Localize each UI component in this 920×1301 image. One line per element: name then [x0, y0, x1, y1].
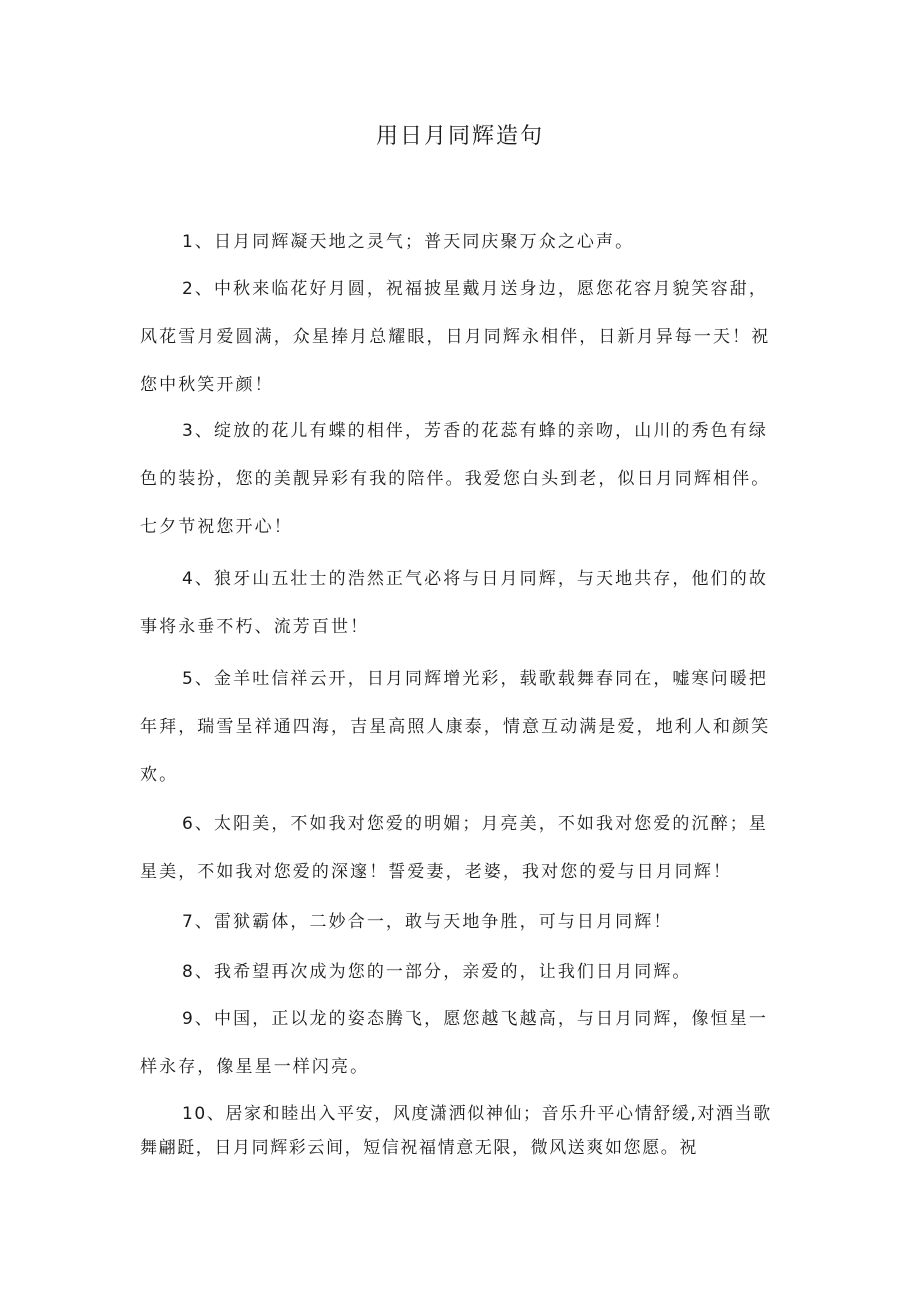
paragraph-7: 7、雷狱霸体，二妙合一，敢与天地争胜，可与日月同辉！	[182, 912, 673, 932]
paragraph-4: 4、狼牙山五壮士的浩然正气必将与日月同辉，与天地共存，他们的故事将永垂不朽、流芳百世！	[140, 569, 768, 637]
paragraph-8: 8、我希望再次成为您的一部分，亲爱的，让我们日月同辉。	[182, 962, 692, 982]
paragraph-2: 2、中秋来临花好月圆，祝福披星戴月送身边，愿您花容月貌笑容甜，风花雪月爱圆满，众星捧月总耀眼，日月同辉永相伴，日新月异每一天！祝您中秋笑开颜！	[140, 279, 771, 395]
paragraph-9: 9、中国，正以龙的姿态腾飞，愿您越飞越高，与日月同辉，像恒星一样永存，像星星一样闪亮。	[140, 1009, 768, 1077]
paragraph-3: 3、绽放的花儿有蝶的相伴，芳香的花蕊有蜂的亲吻，山川的秀色有绿色的装扮，您的美靓异彩有我的陪伴。我爱您白头到老，似日月同辉相伴。七夕节祝您开心！	[140, 421, 771, 537]
paragraph-6: 6、太阳美，不如我对您爱的明媚；月亮美，不如我对您爱的沉醉；星星美，不如我对您爱的深邃！誓爱妻，老婆，我对您的爱与日月同辉！	[140, 814, 768, 882]
document-title: 用日月同辉造句	[375, 124, 544, 149]
paragraph-1: 1、日月同辉凝天地之灵气；普天同庆聚万众之心声。	[182, 232, 635, 252]
paragraph-5: 5、金羊吐信祥云开，日月同辉增光彩，载歌载舞春同在，嘘寒问暖把年拜，瑞雪呈祥通四海，吉星高照人康泰，情意互动满是爱，地利人和颜笑欢。	[140, 669, 771, 785]
paragraph-10: 10、居家和睦出入平安，风度潇洒似神仙；音乐升平心情舒缓,对酒当歌舞翩跹，日月同辉彩云间，短信祝福情意无限，微风送爽如您愿。祝	[140, 1104, 772, 1158]
